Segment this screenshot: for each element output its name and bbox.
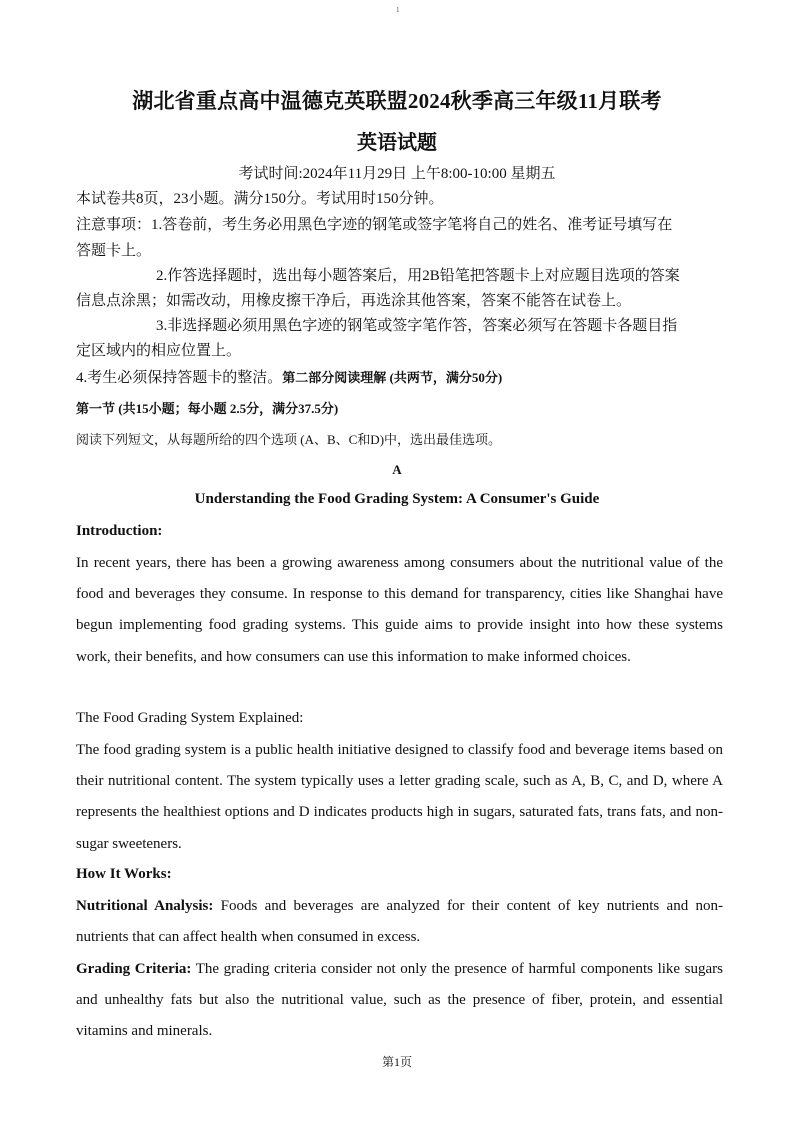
explained-paragraph: The food grading system is a public health initiative designed to classify food and beverage items based on their nutritional content. The system typically uses a letter grading scale, such as A, B, C, and D, where A represents the healthiest options and D indicates products high in sugars, saturated fats, trans fats, and non-sugar sweeteners. xyxy=(76,742,723,852)
instruction-line: 本试卷共8页，23小题。满分150分。考试用时150分钟。 xyxy=(76,191,444,207)
page-number: 第1页 xyxy=(381,1055,412,1069)
directions: 阅读下列短文，从每题所给的四个选项 (A、B、C和D)中，选出最佳选项。 xyxy=(76,432,502,447)
introduction-heading: Introduction: xyxy=(76,523,163,539)
exam-title: 湖北省重点高中温德克英联盟2024秋季高三年级11月联考 xyxy=(132,89,662,113)
grading-criteria-text: The grading criteria consider not only the presence of harmful components like sugars and unhealthy fats but also the nutritional value, such as the presence of fiber, protein, and essential vitamins and minerals. xyxy=(76,961,723,1040)
nutritional-analysis-paragraph xyxy=(76,891,723,953)
note-4: 4.考生必须保持答题卡的整洁。 xyxy=(76,370,283,386)
nutritional-analysis-text: Foods and beverages are analyzed for their content of key nutrients and non-nutrients that can affect health when consumed in excess. xyxy=(76,898,723,946)
passage-title: Understanding the Food Grading System: A Consumer's Guide xyxy=(194,491,600,507)
section-1-heading: 第一节 (共15小题；每小题 2.5分，满分37.5分) xyxy=(76,401,339,416)
exam-subject: 英语试题 xyxy=(357,132,437,154)
part-2-heading: 第二部分阅读理解 (共两节，满分50分) xyxy=(282,370,503,385)
passage-label: A xyxy=(392,462,402,477)
grading-criteria-paragraph xyxy=(76,954,723,1048)
note-2-line-b: 信息点涂黑；如需改动，用橡皮擦干净后，再选涂其他答案，答案不能答在试卷上。 xyxy=(76,293,632,309)
note-2-line-a: 2.作答选择题时，选出每小题答案后，用2B铅笔把答题卡上对应题目选项的答案 xyxy=(156,268,680,284)
nutritional-analysis-label: Nutritional Analysis: xyxy=(76,898,214,914)
explained-heading: The Food Grading System Explained: xyxy=(76,710,304,726)
exam-time: 考试时间:2024年11月29日 上午8:00-10:00 星期五 xyxy=(238,166,556,182)
note-3-line-b: 定区域内的相应位置上。 xyxy=(76,343,242,359)
note-1-line-a: 注意事项：1.答卷前，考生务必用黑色字迹的钢笔或签字笔将自己的姓名、准考证号填写在 xyxy=(76,217,673,233)
note-3-line-a: 3.非选择题必须用黑色字迹的钢笔或签字笔作答，答案必须写在答题卡各题目指 xyxy=(156,318,678,334)
how-it-works-heading: How It Works: xyxy=(76,866,172,882)
grading-criteria-label: Grading Criteria: xyxy=(76,961,192,977)
introduction-paragraph: In recent years, there has been a growing awareness among consumers about the nutritional value of the food and beverages they consume. In response to this demand for transparency, cities like Shanghai have begun implementing food grading systems. This guide aims to provide insight into how these systems work, their benefits, and how consumers can use this information to make informed choices. xyxy=(76,555,723,665)
note-4-row xyxy=(76,366,502,387)
page-marker: 1 xyxy=(396,6,400,14)
note-1-line-b: 答题卡上。 xyxy=(76,243,152,259)
